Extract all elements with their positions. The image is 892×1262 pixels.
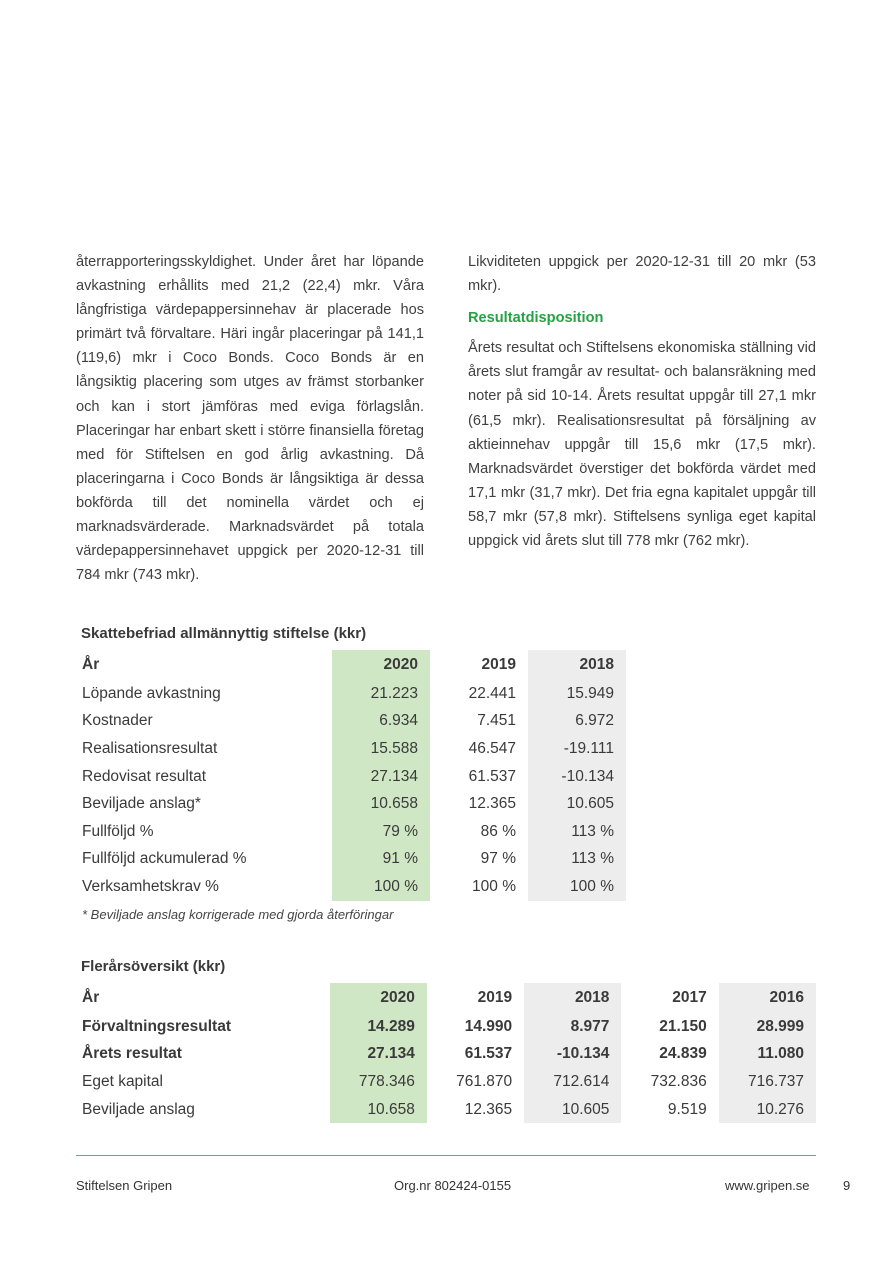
page-number: 9 (843, 1178, 851, 1193)
cell-2020: 10.658 (332, 790, 430, 818)
cell-2018: 113 % (528, 846, 626, 874)
cell-2019: 46.547 (430, 735, 528, 763)
cell-2019: 22.441 (430, 680, 528, 708)
header-2019: 2019 (427, 983, 524, 1013)
footer-website-link[interactable]: www.gripen.se (725, 1178, 810, 1193)
cell-2019: 100 % (430, 873, 528, 901)
cell-2017: 9.519 (621, 1096, 718, 1124)
table-row (76, 818, 626, 846)
footer-org-number: Org.nr 802424-0155 (394, 1178, 512, 1193)
liquidity-paragraph: Likviditeten uppgick per 2020-12-31 till 20 mkr (53 mkr). (468, 254, 816, 295)
cell-2017: 732.836 (621, 1068, 718, 1096)
cell-2020: 27.134 (332, 763, 430, 791)
cell-2020: 100 % (332, 873, 430, 901)
tax-exempt-table-block (76, 620, 816, 922)
table-header-row (76, 983, 816, 1013)
cell-2018: 10.605 (528, 790, 626, 818)
row-label: Beviljade anslag (82, 1100, 195, 1118)
cell-2019: 61.537 (427, 1041, 524, 1069)
table-row (76, 763, 626, 791)
cell-2018: 15.949 (528, 680, 626, 708)
header-2020: 2020 (330, 983, 427, 1013)
cell-2020: 21.223 (332, 680, 430, 708)
row-label: Löpande avkastning (82, 684, 221, 702)
tax-exempt-table (76, 650, 626, 901)
row-label: Beviljade anslag* (82, 795, 201, 813)
header-2020: 2020 (332, 650, 430, 680)
left-column (76, 250, 424, 587)
right-column (468, 250, 816, 553)
row-label: Fullföljd % (82, 822, 154, 840)
table-row (76, 790, 626, 818)
row-label: Kostnader (82, 712, 153, 730)
table-row (76, 680, 626, 708)
cell-2019: 14.990 (427, 1013, 524, 1041)
cell-2020: 27.134 (330, 1041, 427, 1069)
header-2018: 2018 (528, 650, 626, 680)
cell-2018: 113 % (528, 818, 626, 846)
table-row (76, 1041, 816, 1069)
row-label: Redovisat resultat (82, 767, 207, 785)
cell-2019: 761.870 (427, 1068, 524, 1096)
header-2017: 2017 (621, 983, 718, 1013)
cell-2020: 6.934 (332, 708, 430, 736)
multi-year-table-block (76, 953, 816, 1123)
row-label: Förvaltningsresultat (82, 1017, 231, 1035)
cell-2018: 712.614 (524, 1068, 621, 1096)
footer-org-name: Stiftelsen Gripen (76, 1178, 173, 1193)
cell-2019: 97 % (430, 846, 528, 874)
table-row (76, 708, 626, 736)
row-label: Årets resultat (82, 1045, 182, 1063)
table-row (76, 735, 626, 763)
header-2016: 2016 (719, 983, 816, 1013)
cell-2017: 21.150 (621, 1013, 718, 1041)
multi-year-table (76, 983, 816, 1123)
row-label: Eget kapital (82, 1072, 163, 1090)
cell-2016: 716.737 (719, 1068, 816, 1096)
cell-2018: 8.977 (524, 1013, 621, 1041)
cell-2016: 11.080 (719, 1041, 816, 1069)
cell-2018: -19.111 (528, 735, 626, 763)
table-row (76, 1013, 816, 1041)
cell-2017: 24.839 (621, 1041, 718, 1069)
row-label: Fullföljd ackumulerad % (82, 850, 247, 868)
table-title: Skattebefriad allmännyttig stiftelse (kkr) (81, 625, 367, 642)
cell-2016: 10.276 (719, 1096, 816, 1124)
cell-2019: 86 % (430, 818, 528, 846)
table-header-row (76, 650, 626, 680)
table-row (76, 1068, 816, 1096)
section-heading-resultatdisposition: Resultatdisposition (468, 310, 604, 327)
cell-2020: 14.289 (330, 1013, 427, 1041)
cell-2020: 778.346 (330, 1068, 427, 1096)
row-label: Verksamhetskrav % (82, 877, 219, 895)
header-2019: 2019 (430, 650, 528, 680)
table-row (76, 873, 626, 901)
cell-2018: 100 % (528, 873, 626, 901)
left-paragraph: återrapporteringsskyldighet. Under året har löpande avkastning erhållits med 21,2 (22,4) mkr. Våra långfristiga värdepappersinnehav är placerade hos primärt två förvaltare. Häri ingår placeringar på 141,1 (119,6) mkr i Coco Bonds. Coco Bonds är en långsiktig placering som utges av främst storbanker och kan i stort jämföras med eviga förlagslån. Placeringar har enbart skett i större finansiella företag med för Stiftelsen en god årlig avkastning. Då placeringarna i Coco Bonds är långsiktiga är dessa bokförda till det nominella värdet och ej marknadsvärderade. Marknadsvärdet på totala värdepappersinnehavet uppgick per 2020-12-31 till 784 mkr (743 mkr). (76, 254, 424, 584)
cell-2020: 79 % (332, 818, 430, 846)
cell-2019: 12.365 (430, 790, 528, 818)
cell-2018: -10.134 (528, 763, 626, 791)
resultatdisposition-paragraph: Årets resultat och Stiftelsens ekonomiska ställning vid årets slut framgår av resultat- och balansräkning med noter på sid 10-14. Årets resultat uppgår till 27,1 mkr (61,5 mkr). Realisationsresultat på försäljning av aktieinnehav uppgår till 15,6 mkr (17,5 mkr). Marknadsvärdet överstiger det bokförda värdet med 17,1 mkr (31,7 mkr). Det fria egna kapitalet uppgår till 58,7 mkr (57,8 mkr). Stiftelsens synliga eget kapital uppgick vid årets slut till 778 mkr (762 mkr). (468, 340, 816, 550)
cell-2020: 91 % (332, 846, 430, 874)
cell-2019: 12.365 (427, 1096, 524, 1124)
table-row (76, 1096, 816, 1124)
cell-2018: 10.605 (524, 1096, 621, 1124)
footer-divider (76, 1155, 816, 1156)
cell-2019: 7.451 (430, 708, 528, 736)
header-label: År (82, 656, 100, 673)
cell-2020: 10.658 (330, 1096, 427, 1124)
cell-2019: 61.537 (430, 763, 528, 791)
cell-2018: -10.134 (524, 1041, 621, 1069)
header-2018: 2018 (524, 983, 621, 1013)
cell-2018: 6.972 (528, 708, 626, 736)
table-title: Flerårsöversikt (kkr) (81, 958, 226, 975)
table-row (76, 846, 626, 874)
row-label: Realisationsresultat (82, 739, 218, 757)
header-label: År (82, 989, 100, 1006)
table-footnote: * Beviljade anslag korrigerade med gjorda återföringar (82, 906, 394, 922)
cell-2016: 28.999 (719, 1013, 816, 1041)
cell-2020: 15.588 (332, 735, 430, 763)
